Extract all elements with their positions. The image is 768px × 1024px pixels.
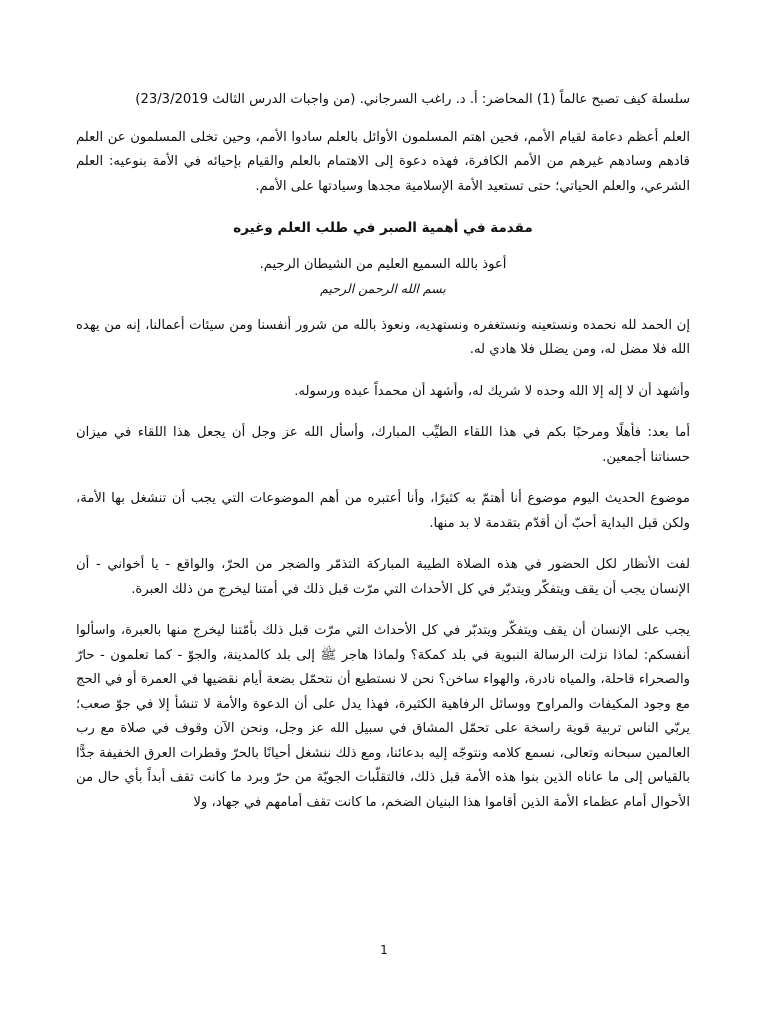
body-paragraph-4: موضوع الحديث اليوم موضوع أنا أهتمّ به كثيرًا، وأنا أعتبره من أهم الموضوعات التي يجب أن تنشغل بها الأمة، ولكن قبل البداية أحبّ أن أقدّم بتقدمة لا بد منها. xyxy=(76,491,690,531)
document-header: سلسلة كيف تصبح عالماً (1) المحاضر: أ. د. راغب السرجاني. (من واجبات الدرس الثالث 23/3/2019) xyxy=(135,92,690,107)
body-paragraph-6: يجب على الإنسان أن يقف ويتفكّر ويتدبّر في كل الأحداث التي مرّت قبل ذلك بأمّتنا ليخرج منها بالعبرة، واسألوا أنفسكم: لماذا نزلت الرسالة النبوية في بلد كمكة؟ ولماذا هاجر ﷺ إلى بلد كالمدينة، والجوّ - كما تعلمون - حارّ والصحراء قاحلة، والمياه نادرة، والهواء ساخن؟ نحن لا نستطيع أن نتحمّل بضعة أيام نقضيها في العمرة أو في الحج مع وجود المكيفات والمراوح ووسائل الرفاهية الكثيرة، فهذا يدل على أن الدعوة والأمة لا تنشأ إلا في جوّ صعب؛ يربّي الناس تربية قوية راسخة على تحمّل المشاق في سبيل الله عز وجل، ونحن الآن وقوف في صلاة مع رب العالمين سبحانه وتعالى، نسمع كلامه ونتوجّه إليه بدعائنا، ومع ذلك ننشغل أحيانًا بالحرّ وقطرات العرق الخفيفة جدًّا بالقياس إلى ما عاناه الذين بنوا هذه الأمة قبل ذلك، فالتقلّبات الجويّة من حرّ وبرد ما كانت تقف أبداً بأي حال من الأحوال أمام عظماء الأمة الذين أقاموا هذا البنيان الضخم، ما كانت تقف أمامهم في جهاد، ولا xyxy=(76,623,690,810)
body-paragraph-2: وأشهد أن لا إله إلا الله وحده لا شريك له، وأشهد أن محمداً عبده ورسوله. xyxy=(294,383,690,399)
intro-paragraph: العلم أعظم دعامة لقيام الأمم، فحين اهتم المسلمون الأوائل بالعلم سادوا الأمم، وحين تخلى المسلمون عن العلم قادهم وسادهم غيرهم من الأمم الكافرة، فهذه دعوة إلى الاهتمام بالعلم والقيام بإحيائه في الأمة بنوعيه: العلم الشرعي، والعلم الحياتي؛ حتى تستعيد الأمة الإسلامية مجدها وسيادتها على الأمم. xyxy=(76,129,690,194)
taawwudh-line: أعوذ بالله السميع العليم من الشيطان الرجيم. xyxy=(259,256,507,272)
body-paragraph-3: أما بعد: فأهلًا ومرحبًا بكم في هذا اللقاء الطيِّب المبارك، وأسأل الله عز وجل أن يجعل هذا اللقاء في ميزان حسناتنا أجمعين. xyxy=(76,425,690,465)
page-number: 1 xyxy=(380,943,388,957)
section-heading: مقدمة في أهمية الصبر في طلب العلم وغيره xyxy=(233,220,533,236)
body-paragraph-1: إن الحمد لله نحمده ونستعينه ونستغفره ونستهديه، ونعوذ بالله من شرور أنفسنا ومن سيئات أعمالنا، إنه من يهده الله فلا مضل له، ومن يضلل فلا هادي له. xyxy=(76,317,690,357)
body-paragraph-5: لفت الأنظار لكل الحضور في هذه الصلاة الطيبة المباركة التذمّر والضجر من الحرّ، والواقع - يا أخواني - أن الإنسان يجب أن يقف ويتفكّر ويتدبّر في كل الأحداث التي مرّت قبل ذلك في أمتنا ليخرج من ذلك العبرة. xyxy=(76,557,690,597)
document-page xyxy=(76,88,690,832)
basmala-calligraphy: بسم الله الرحمن الرحيم xyxy=(320,281,446,296)
